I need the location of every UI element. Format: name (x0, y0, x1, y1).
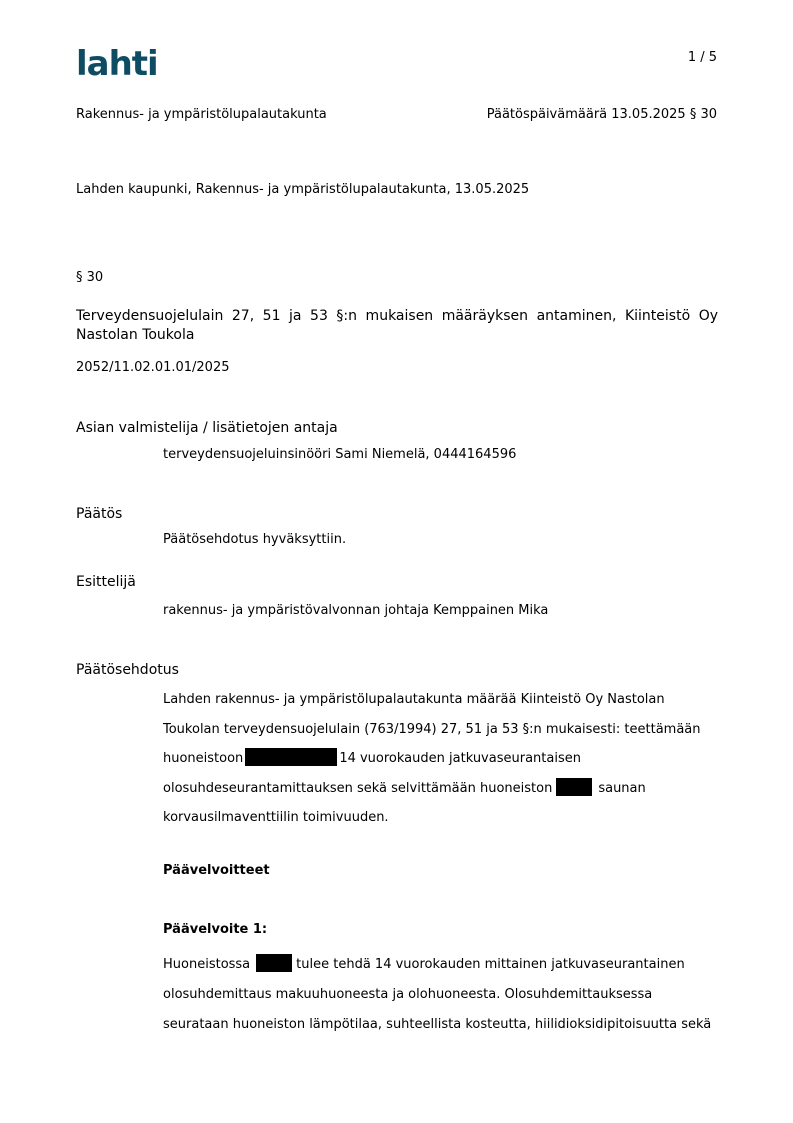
proposal-line: Toukolan terveydensuojelulain (763/1994) 27, 51 ja 53 §:n mukaisesti: teettämään (163, 721, 701, 737)
obligation1-text: Huoneistossa (163, 957, 251, 972)
header-organ: Rakennus- ja ympäristölupalautakunta (76, 107, 327, 122)
proposal-line (163, 774, 701, 804)
lahti-logo: lahti (76, 44, 158, 84)
matter-title: Terveydensuojelulain 27, 51 ja 53 §:n mukaisen määräyksen antaminen, Kiinteistö Oy Nastolan Toukola (76, 308, 718, 343)
redaction-block (256, 954, 292, 972)
proposal-body (163, 685, 701, 833)
section-number: § 30 (76, 270, 104, 285)
proposal-line: Lahden rakennus- ja ympäristölupalautakunta määrää Kiinteistö Oy Nastolan (163, 692, 665, 707)
proposal-text: saunan (598, 780, 646, 796)
proposal-text: huoneistoon (163, 751, 244, 766)
obligation1-line: olosuhdemittaus makuuhuoneesta ja olohuoneesta. Olosuhdemittauksessa (163, 987, 653, 1002)
main-obligations-heading: Päävelvoitteet (163, 863, 270, 878)
preparer-label: Asian valmistelija / lisätietojen antaja (76, 420, 338, 436)
decision-text: Päätösehdotus hyväksyttiin. (163, 532, 347, 547)
proposal-line (163, 744, 701, 774)
obligation1-heading: Päävelvoite 1: (163, 922, 268, 937)
presenter-label: Esittelijä (76, 574, 136, 590)
obligation1-body (163, 950, 711, 1040)
proposal-text: olosuhdeseurantamittauksen sekä selvittämään huoneiston (163, 780, 553, 796)
proposal-text: 14 vuorokauden jatkuvaseurantaisen (339, 751, 581, 766)
proposal-line: korvausilmaventtiilin toimivuuden. (163, 810, 389, 825)
presenter-text: rakennus- ja ympäristövalvonnan johtaja Kemppainen Mika (163, 603, 549, 618)
meeting-line: Lahden kaupunki, Rakennus- ja ympäristölupalautakunta, 13.05.2025 (76, 182, 530, 197)
obligation1-text: tulee tehdä 14 vuorokauden mittainen jatkuvaseurantainen (296, 957, 685, 972)
redaction-block (556, 778, 592, 796)
redaction-block (245, 748, 337, 766)
obligation1-line: seurataan huoneiston lämpötilaa, suhteellista kosteutta, hiilidioksidipitoisuutta sekä (163, 1017, 712, 1032)
header-decision-date: Päätöspäivämäärä 13.05.2025 § 30 (486, 107, 717, 122)
proposal-label: Päätösehdotus (76, 662, 179, 678)
preparer-text: terveydensuojeluinsinööri Sami Niemelä, 0444164596 (163, 447, 517, 462)
obligation1-line (163, 950, 711, 980)
diary-number: 2052/11.02.01.01/2025 (76, 360, 230, 375)
page-number: 1 / 5 (687, 50, 717, 65)
decision-label: Päätös (76, 506, 123, 522)
